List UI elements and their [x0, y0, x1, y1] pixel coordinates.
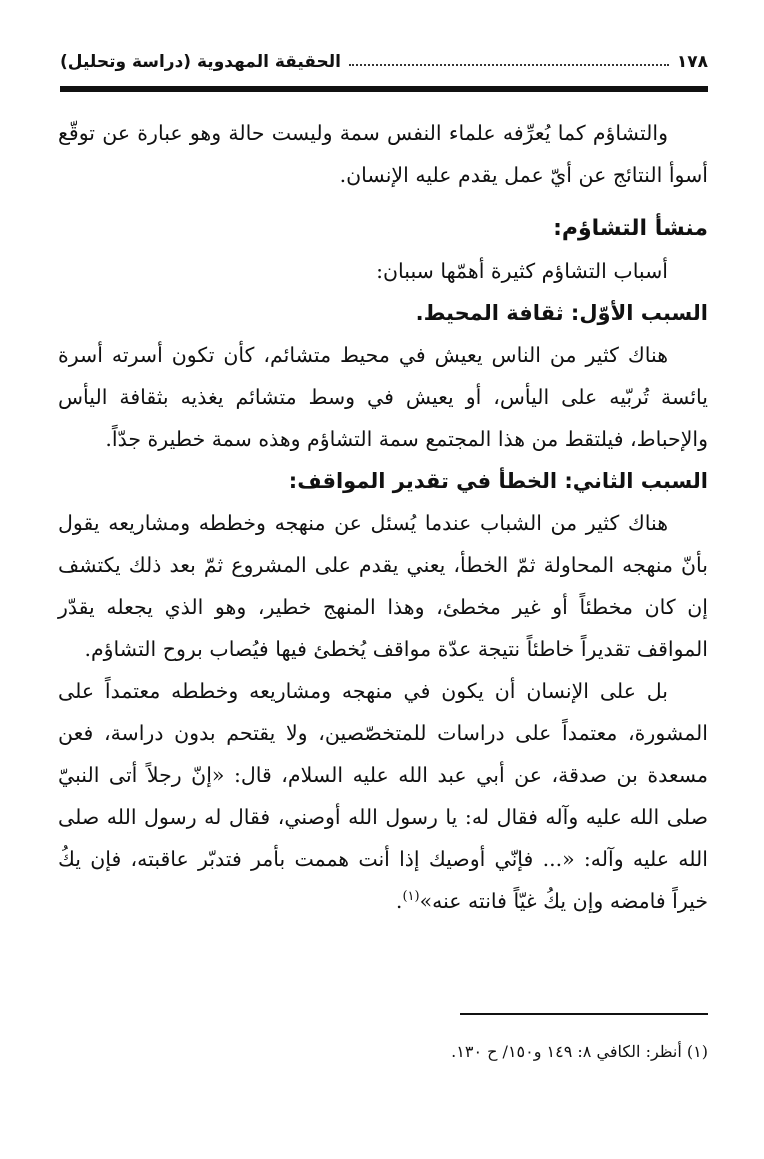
page-body — [58, 112, 708, 922]
heading-second-cause: السبب الثاني: الخطأ في تقدير المواقف: — [288, 469, 708, 493]
header-dot-leader — [349, 64, 669, 66]
paragraph-causes: أسباب التشاؤم كثيرة أهمّها سببان: — [376, 259, 668, 283]
paragraph-second-cause: هناك كثير من الشباب عندما يُسئل عن منهجه وخططه ومشاريعه يقول بأنّ منهجه المحاولة ثمّ الخطأ، يعني يقدم على المشروع ثمّ بعد ذلك يكتشف إن كان مخطئاً أو غير مخطئ، وهذا المنهج خطير، وهو الذي يجعله يقدّر المواقف تقديراً خاطئاً نتيجة عدّة مواقف يُخطئ فيها فيُصاب بروح التشاؤم. — [58, 511, 708, 661]
page-number: ١٧٨ — [676, 52, 708, 72]
hadith-text: بل على الإنسان أن يكون في منهجه ومشاريعه وخططه معتمداً على المشورة، معتمداً على دراسات للمتخصّصين، ولا يقتحم بدون دراسة، فعن مسعدة بن صدقة، عن أبي عبد الله عليه السلام، قال: «إنّ رجلاً أتى النبيّ صلى الله عليه وآله فقال له: يا رسول الله أوصني، فقال له رسول الله صلى الله عليه وآله: «... فإنّي أوصيك إذا أنت هممت بأمر فتدبّر عاقبته، فإن يكُ خيراً فامضه وإن يكُ غيّاً فانته عنه» — [58, 679, 708, 913]
hadith-end: . — [395, 889, 403, 913]
footnote-separator — [460, 1013, 708, 1015]
page-header — [60, 42, 708, 72]
paragraph-first-cause: هناك كثير من الناس يعيش في محيط متشائم، كأن تكون أسرته أسرة يائسة تُربّيه على اليأس، أو يعيش في وسط متشائم يغذيه بثقافة اليأس والإحباط، فيلتقط من هذا المجتمع سمة التشاؤم وهذه سمة خطيرة جدّاً. — [58, 343, 708, 451]
heading-first-cause: السبب الأوّل: ثقافة المحيط. — [415, 301, 708, 325]
footnote-reference: (١) — [402, 889, 420, 905]
header-rule — [60, 86, 708, 92]
book-title: الحقيقة المهدوية (دراسة وتحليل) — [60, 52, 342, 72]
paragraph-definition: والتشاؤم كما يُعرِّفه علماء النفس سمة وليست حالة وهو عبارة عن توقّع أسوأ النتائج عن أيّ عمل يقدم عليه الإنسان. — [58, 121, 708, 187]
paragraph-hadith — [58, 670, 708, 922]
heading-origin: منشأ التشاؤم: — [553, 216, 708, 241]
footnote: (١) أنظر: الكافي ٨: ١٤٩ و١٥٠/ ح ١٣٠. — [451, 1042, 708, 1061]
